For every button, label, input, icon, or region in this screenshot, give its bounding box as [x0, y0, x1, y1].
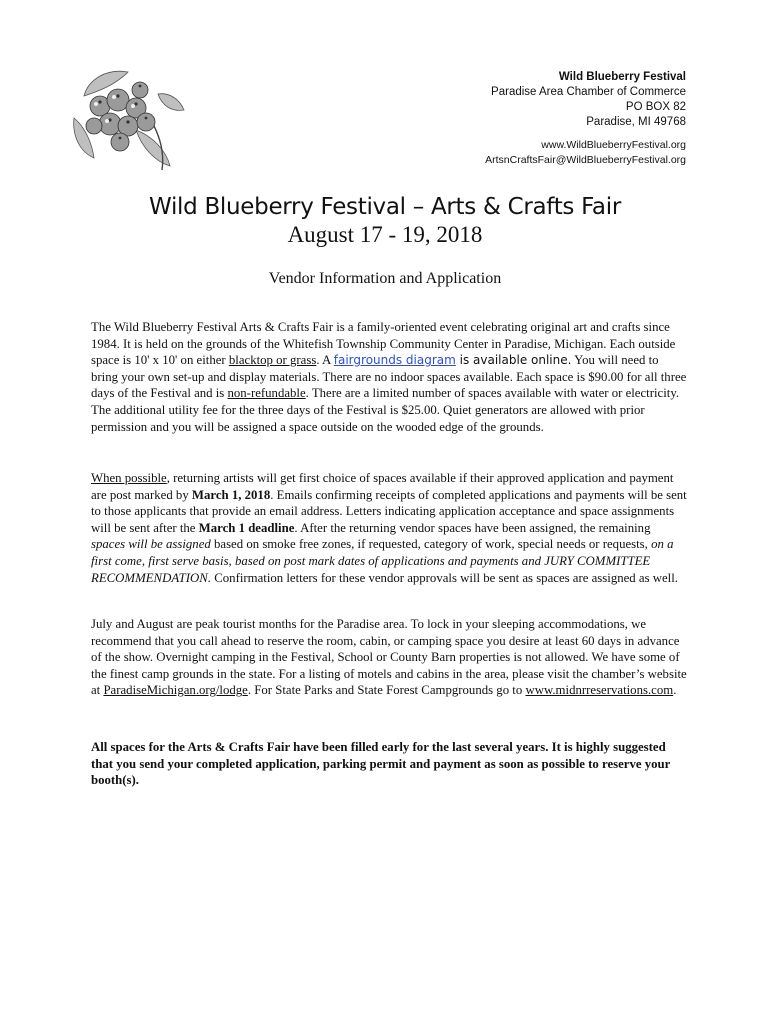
text-run-bold: March 1 deadline [198, 520, 295, 535]
paragraph-accommodations [91, 616, 687, 699]
blueberry-branch-illustration-icon [66, 66, 186, 174]
text-run: . For State Parks and State Forest Campgrounds go to [247, 683, 526, 698]
city-state-zip: Paradise, MI 49768 [586, 116, 686, 128]
text-run: You will need to bring your own set-up and display materials. There are no indoor spaces available. Each space is $90.00 for all three days of the Festival and is [91, 353, 687, 401]
document-subtitle: Vendor Information and Application [268, 270, 502, 287]
text-run: based on smoke free zones, if requested, category of work, special needs or requests, [210, 537, 652, 552]
text-run: . After the returning vendor spaces have been assigned, the remaining [294, 520, 651, 535]
text-run: . There are a limited number of spaces available with water or electricity. The additional utility fee for the three days of the Festival is $25.00. Quiet generators are allowed with prior permission and you will be assigned a space outside on the wooded edge of the grounds. [91, 386, 680, 434]
text-run-underlined: When possible [91, 471, 167, 485]
text-run: . [673, 683, 677, 698]
text-run: July and August are peak tourist months for the Paradise area. To lock in your sleeping accommodations, we recommend that you call ahead to reserve the room, cabin, or camping space you desire at least 60 days in advance of the show. Overnight camping in the Festival, School or County Barn properties is not allowed. We have some of the finest camp grounds in the state. For a listing of motels and cabins in the area, please visit the chamber’s website at [91, 617, 687, 698]
event-dates: August 17 - 19, 2018 [287, 222, 483, 247]
paragraph-notice: All spaces for the Arts & Crafts Fair have been filled early for the last several years. It is highly suggested that you send your completed application, parking permit and payment as soon as possible to reserve your booth(s). [91, 740, 671, 788]
fairgrounds-diagram-link[interactable]: fairgrounds diagram [333, 353, 456, 368]
midnr-reservations-link[interactable]: www.midnrreservations.com [525, 683, 674, 698]
org-name: Wild Blueberry Festival [558, 71, 686, 83]
text-run: is available online. [455, 353, 572, 368]
text-run-bold: March 1, 2018 [191, 487, 271, 502]
text-run: . A [316, 353, 334, 368]
text-run: The Wild Blueberry Festival Arts & Crafts Fair is a family-oriented event celebrating original art and crafts since 1984. It is held on the grounds of the Whitefish Township Community Center in Paradise, Michigan. Each outside space is 10' x 10' on either [91, 320, 676, 368]
paragraph-overview [91, 319, 687, 435]
text-run: . Emails confirming receipts of completed applications and payments will be sent to those applicants that provide an email address. Letters indicating application acceptance and space assignments will be sent after the [91, 487, 687, 535]
text-run: , returning artists will get first choice of spaces available if their approved application and payment are post marked by [91, 471, 674, 502]
website-link[interactable]: www.WildBlueberryFestival.org [541, 139, 686, 151]
text-run-underlined: blacktop or grass [228, 353, 317, 368]
text-run-italic: spaces will be assigned [91, 537, 211, 552]
text-run-italic: on a first come, first serve basis, based on post mark dates of applications and payments and JURY COMMITTEE RECOMMENDATION. [91, 537, 674, 585]
po-box: PO BOX 82 [625, 101, 686, 113]
email-link[interactable]: ArtsnCraftsFair@WildBlueberryFestival.org [485, 154, 686, 166]
text-run-underlined: non-refundable [227, 386, 306, 401]
letterhead-address [326, 70, 686, 168]
paragraph-returning-artists [91, 470, 687, 586]
document-title: Wild Blueberry Festival – Arts & Crafts Fair [149, 194, 621, 220]
org-chamber: Paradise Area Chamber of Commerce [491, 86, 686, 98]
text-run: Confirmation letters for these vendor approvals will be sent as spaces are assigned as well. [211, 570, 678, 585]
lodge-link[interactable]: ParadiseMichigan.org/lodge [103, 683, 248, 698]
